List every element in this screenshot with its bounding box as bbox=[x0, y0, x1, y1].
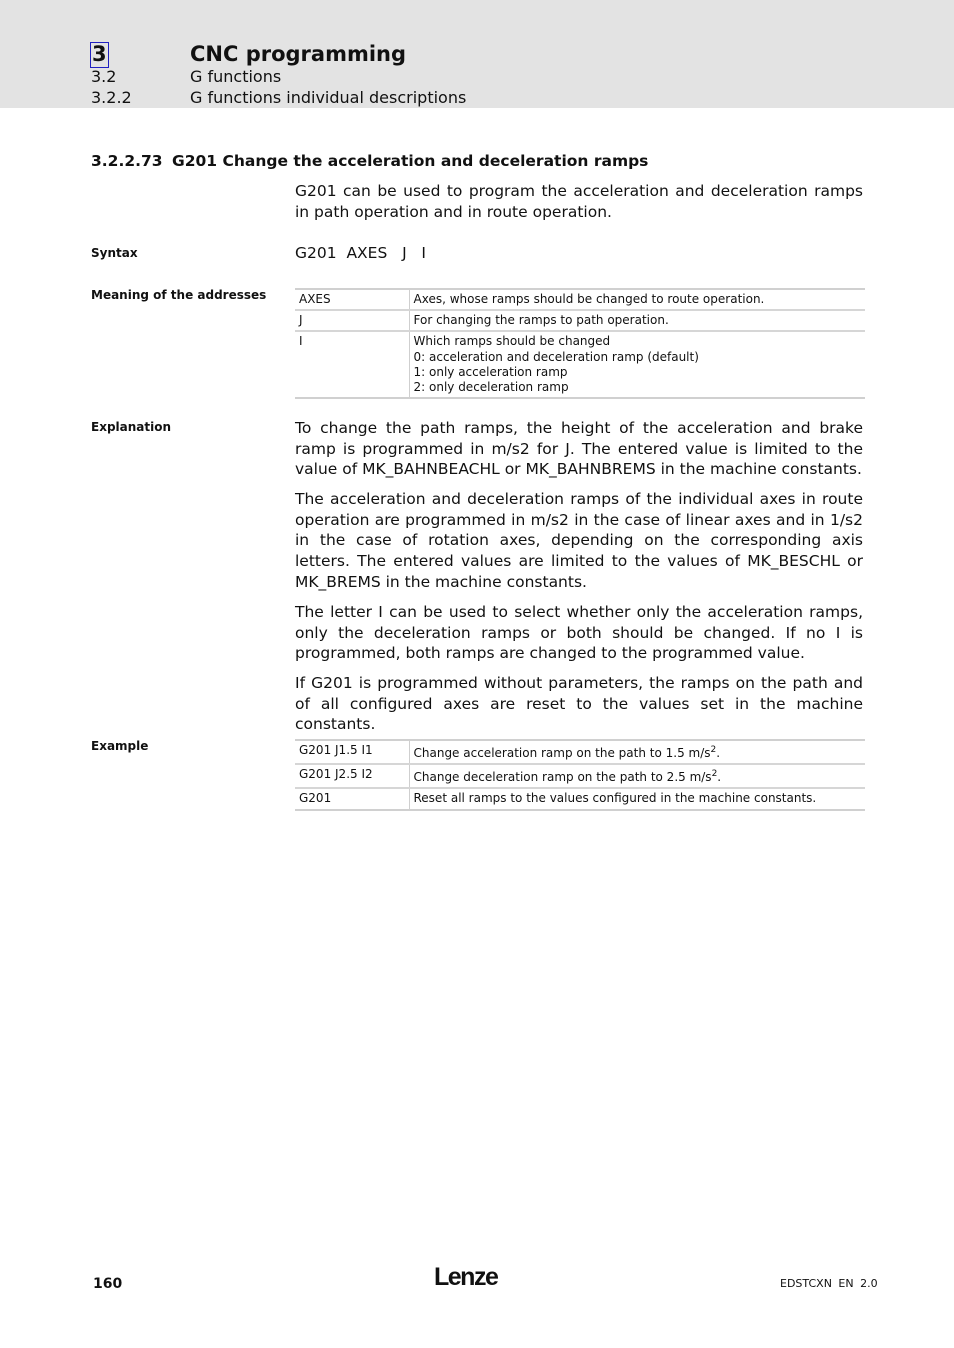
explanation-label: Explanation bbox=[91, 420, 172, 434]
address-description: Axes, whose ramps should be changed to route operation. bbox=[409, 289, 865, 310]
example-tail: . bbox=[716, 746, 721, 760]
addresses-table bbox=[295, 288, 865, 399]
example-superscript: 2 bbox=[710, 745, 717, 755]
address-description-line: 2: only deceleration ramp bbox=[413, 380, 569, 395]
example-code: G201 bbox=[295, 788, 409, 809]
section-heading-number: 3.2.2.73 bbox=[91, 152, 163, 170]
example-description bbox=[409, 788, 865, 809]
example-text: Change acceleration ramp on the path to 1.5 m/s bbox=[413, 746, 711, 760]
lenze-logo-text: Lenze bbox=[434, 1263, 498, 1290]
section-number: 3.2 bbox=[91, 67, 117, 86]
example-tail: . bbox=[717, 770, 722, 785]
example-text: Reset all ramps to the values configured in the machine constants. bbox=[413, 791, 817, 806]
chapter-title: CNC programming bbox=[190, 42, 407, 66]
example-code: G201 J2.5 I2 bbox=[295, 764, 409, 788]
address-description bbox=[409, 331, 865, 398]
example-label: Example bbox=[91, 739, 149, 753]
table-row bbox=[295, 788, 865, 809]
meaning-label: Meaning of the addresses bbox=[91, 288, 267, 302]
example-description bbox=[409, 764, 865, 788]
address-name: I bbox=[295, 331, 409, 398]
subsection-number: 3.2.2 bbox=[91, 88, 132, 107]
chapter-number-link[interactable]: 3 bbox=[92, 42, 107, 66]
explanation-paragraph: The letter I can be used to select whether only the acceleration ramps, only the deceleration ramps or both should be changed. If no I is programmed, both ramps are changed to the programmed value. bbox=[295, 603, 863, 663]
example-table bbox=[295, 739, 865, 811]
table-row bbox=[295, 289, 865, 310]
address-description: For changing the ramps to path operation. bbox=[409, 310, 865, 331]
explanation-paragraph: The acceleration and deceleration ramps of the individual axes in route operation are programmed in m/s2 in the case of linear axes and in 1/s2 in the case of rotation axes, depending on the corresponding axis letters. The entered values are limited to the values of MK_BESCHL or MK_BREMS in the machine constants. bbox=[295, 490, 863, 591]
table-row bbox=[295, 310, 865, 331]
example-text: Change deceleration ramp on the path to 2.5 m/s bbox=[413, 770, 712, 785]
page-number: 160 bbox=[93, 1276, 123, 1292]
document-code: EDSTCXN EN 2.0 bbox=[780, 1277, 878, 1290]
syntax-line: G201 AXES J I bbox=[295, 244, 427, 262]
lenze-logo bbox=[433, 1262, 513, 1294]
syntax-label: Syntax bbox=[91, 246, 138, 260]
example-superscript: 2 bbox=[711, 769, 718, 780]
section-heading bbox=[91, 150, 648, 172]
intro-paragraph: G201 can be used to program the acceleration and deceleration ramps in path operation and in route operation. bbox=[295, 182, 863, 221]
subsection-title: G functions individual descriptions bbox=[190, 88, 467, 107]
header-band bbox=[0, 0, 954, 108]
example-code: G201 J1.5 I1 bbox=[295, 740, 409, 764]
address-name: J bbox=[295, 310, 409, 331]
table-row bbox=[295, 331, 865, 398]
explanation-paragraph: To change the path ramps, the height of the acceleration and brake ramp is programmed in m/s2 for J. The entered value is limited to the value of MK_BAHNBEACHL or MK_BAHNBREMS in the machine constants. bbox=[295, 419, 863, 479]
explanation-paragraph: If G201 is programmed without parameters, the ramps on the path and of all configured axes are reset to the values set in the machine constants. bbox=[295, 674, 863, 734]
section-title: G functions bbox=[190, 67, 282, 86]
example-description bbox=[409, 740, 865, 764]
address-description-line: 0: acceleration and deceleration ramp (default) bbox=[413, 349, 699, 364]
address-description-line: Which ramps should be changed bbox=[413, 334, 611, 349]
section-heading-title: G201 Change the acceleration and deceleration ramps bbox=[172, 152, 649, 170]
address-name: AXES bbox=[295, 289, 409, 310]
table-row bbox=[295, 764, 865, 788]
address-description-line: 1: only acceleration ramp bbox=[413, 364, 568, 379]
table-row bbox=[295, 740, 865, 764]
